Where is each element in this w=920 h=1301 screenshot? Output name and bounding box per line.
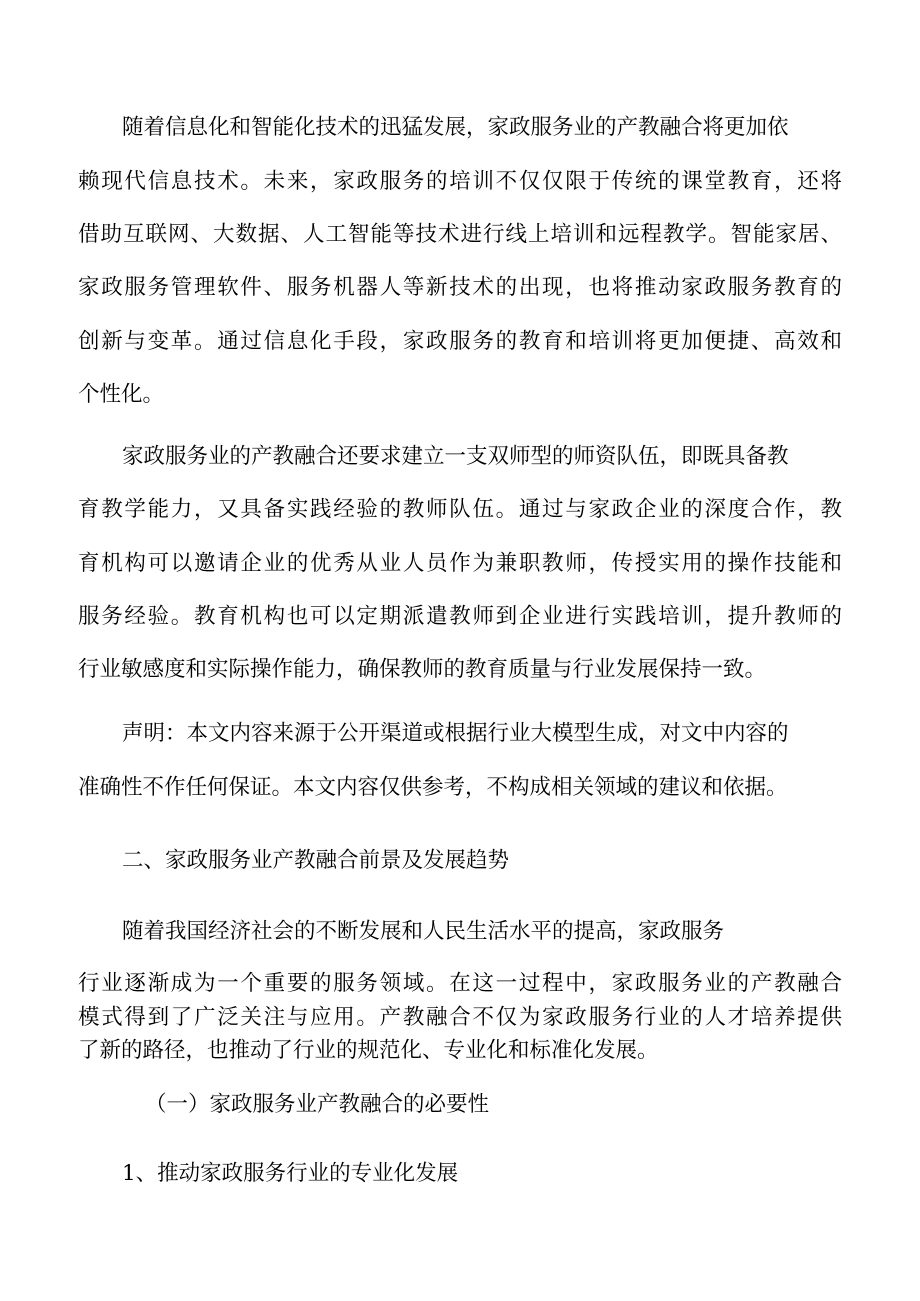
disclaimer-line: 准确性不作任何保证。本文内容仅供参考，不构成相关领域的建议和依据。 xyxy=(78,775,788,800)
subsection-heading: （一）家政服务业产教融合的必要性 xyxy=(145,1092,490,1117)
paragraph-line: 创新与变革。通过信息化手段，家政服务的教育和培训将更加便捷、高效和 xyxy=(78,329,842,354)
paragraph-line: 赖现代信息技术。未来，家政服务的培训不仅仅限于传统的课堂教育，还将 xyxy=(78,169,842,194)
disclaimer-line: 声明：本文内容来源于公开渠道或根据行业大模型生成，对文中内容的 xyxy=(122,721,789,746)
numbered-heading: 1、推动家政服务行业的专业化发展 xyxy=(122,1161,459,1186)
paragraph-line: 行业逐渐成为一个重要的服务领域。在这一过程中，家政服务业的产教融合 xyxy=(78,971,842,996)
paragraph-line: 个性化。 xyxy=(78,382,165,407)
paragraph-line: 了新的路径，也推动了行业的规范化、专业化和标准化发展。 xyxy=(78,1038,659,1063)
paragraph-line: 育机构可以邀请企业的优秀从业人员作为兼职教师，传授实用的操作技能和 xyxy=(78,551,842,576)
paragraph-line: 家政服务管理软件、服务机器人等新技术的出现，也将推动家政服务教育的 xyxy=(78,275,842,300)
paragraph-line: 行业敏感度和实际操作能力，确保教师的教育质量与行业发展保持一致。 xyxy=(78,657,767,682)
paragraph-line: 随着信息化和智能化技术的迅猛发展，家政服务业的产教融合将更加依 xyxy=(122,115,789,140)
section-heading: 二、家政服务业产教融合前景及发展趋势 xyxy=(122,848,510,873)
paragraph-line: 育教学能力，又具备实践经验的教师队伍。通过与家政企业的深度合作，教 xyxy=(78,497,842,522)
paragraph-line: 模式得到了广泛关注与应用。产教融合不仅为家政服务行业的人才培养提供 xyxy=(78,1005,842,1030)
paragraph-line: 借助互联网、大数据、人工智能等技术进行线上培训和远程教学。智能家居、 xyxy=(78,222,842,247)
paragraph-line: 服务经验。教育机构也可以定期派遣教师到企业进行实践培训，提升教师的 xyxy=(78,604,842,629)
paragraph-line: 家政服务业的产教融合还要求建立一支双师型的师资队伍，即既具备教 xyxy=(122,444,789,469)
paragraph-line: 随着我国经济社会的不断发展和人民生活水平的提高，家政服务 xyxy=(122,919,725,944)
